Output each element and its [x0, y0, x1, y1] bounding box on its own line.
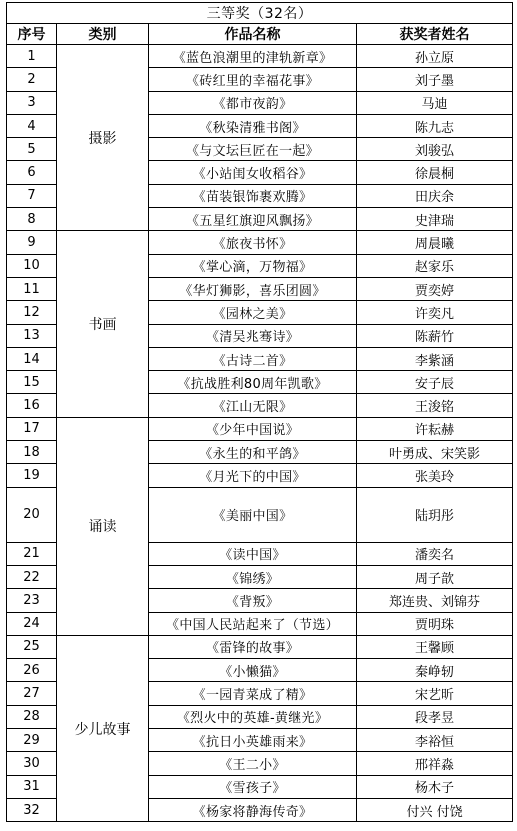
row-number: 2 — [7, 68, 57, 91]
work-title: 《五星红旗迎风飘扬》 — [149, 208, 357, 231]
work-title: 《小懒猫》 — [149, 659, 357, 682]
work-title: 《抗日小英雄雨来》 — [149, 729, 357, 752]
table-row — [7, 635, 513, 658]
work-title: 《美丽中国》 — [149, 487, 357, 542]
work-title: 《杨家将静海传奇》 — [149, 798, 357, 821]
table-row — [7, 231, 513, 254]
row-number: 26 — [7, 659, 57, 682]
winner-name: 陈九志 — [357, 114, 513, 137]
work-title: 《蓝色浪潮里的津轨新章》 — [149, 45, 357, 68]
header-work: 作品名称 — [149, 24, 357, 45]
work-title: 《永生的和平鸽》 — [149, 441, 357, 464]
row-number: 16 — [7, 394, 57, 417]
winner-name: 史津瑞 — [357, 208, 513, 231]
work-title: 《苗装银饰裹欢腾》 — [149, 184, 357, 207]
winner-name: 陆玥彤 — [357, 487, 513, 542]
category-cell: 少儿故事 — [57, 635, 149, 821]
winner-name: 付兴 付饶 — [357, 798, 513, 821]
winner-name: 李裕恒 — [357, 729, 513, 752]
work-title: 《园林之美》 — [149, 301, 357, 324]
work-title: 《少年中国说》 — [149, 417, 357, 440]
winner-name: 陈薪竹 — [357, 324, 513, 347]
winner-name: 贾奕婷 — [357, 277, 513, 300]
winner-name: 安子辰 — [357, 371, 513, 394]
winner-name: 马迪 — [357, 91, 513, 114]
winner-name: 周子歆 — [357, 565, 513, 588]
row-number: 6 — [7, 161, 57, 184]
winner-name: 刘子墨 — [357, 68, 513, 91]
row-number: 17 — [7, 417, 57, 440]
work-title: 《华灯狮影，喜乐团圆》 — [149, 277, 357, 300]
work-title: 《秋染清雅书阁》 — [149, 114, 357, 137]
work-title: 《掌心滴，万物福》 — [149, 254, 357, 277]
row-number: 13 — [7, 324, 57, 347]
category-cell: 摄影 — [57, 45, 149, 231]
table-row — [7, 417, 513, 440]
winner-name: 叶勇成、宋笑影 — [357, 441, 513, 464]
row-number: 30 — [7, 752, 57, 775]
row-number: 31 — [7, 775, 57, 798]
winner-name: 段孝昱 — [357, 705, 513, 728]
work-title: 《背叛》 — [149, 589, 357, 612]
row-number: 15 — [7, 371, 57, 394]
work-title: 《抗战胜利80周年凯歌》 — [149, 371, 357, 394]
header-no: 序号 — [7, 24, 57, 45]
header-winner: 获奖者姓名 — [357, 24, 513, 45]
table-title: 三等奖（32名） — [7, 3, 513, 24]
winner-name: 周晨曦 — [357, 231, 513, 254]
winner-name: 王馨顾 — [357, 635, 513, 658]
work-title: 《与文坛巨匠在一起》 — [149, 138, 357, 161]
row-number: 7 — [7, 184, 57, 207]
winner-name: 秦峥轫 — [357, 659, 513, 682]
work-title: 《中国人民站起来了（节选） — [149, 612, 357, 635]
winner-name: 徐晨桐 — [357, 161, 513, 184]
header-category: 类别 — [57, 24, 149, 45]
row-number: 24 — [7, 612, 57, 635]
table-body — [7, 45, 513, 822]
winner-name: 孙立原 — [357, 45, 513, 68]
row-number: 5 — [7, 138, 57, 161]
row-number: 29 — [7, 729, 57, 752]
work-title: 《江山无限》 — [149, 394, 357, 417]
work-title: 《锦绣》 — [149, 565, 357, 588]
winner-name: 宋艺昕 — [357, 682, 513, 705]
work-title: 《小站闺女收稻谷》 — [149, 161, 357, 184]
winner-name: 赵家乐 — [357, 254, 513, 277]
row-number: 14 — [7, 347, 57, 370]
work-title: 《都市夜韵》 — [149, 91, 357, 114]
winner-name: 郑连贵、刘锦芬 — [357, 589, 513, 612]
row-number: 11 — [7, 277, 57, 300]
work-title: 《雪孩子》 — [149, 775, 357, 798]
winner-name: 潘奕名 — [357, 542, 513, 565]
row-number: 28 — [7, 705, 57, 728]
row-number: 22 — [7, 565, 57, 588]
work-title: 《一园青菜成了精》 — [149, 682, 357, 705]
work-title: 《王二小》 — [149, 752, 357, 775]
row-number: 10 — [7, 254, 57, 277]
winner-name: 李紫涵 — [357, 347, 513, 370]
winner-name: 邢祥淼 — [357, 752, 513, 775]
awards-table — [6, 2, 513, 822]
winner-name: 许奕凡 — [357, 301, 513, 324]
row-number: 1 — [7, 45, 57, 68]
winner-name: 刘骏弘 — [357, 138, 513, 161]
category-cell: 诵读 — [57, 417, 149, 635]
row-number: 12 — [7, 301, 57, 324]
work-title: 《读中国》 — [149, 542, 357, 565]
winner-name: 许耘赫 — [357, 417, 513, 440]
work-title: 《古诗二首》 — [149, 347, 357, 370]
work-title: 《旅夜书怀》 — [149, 231, 357, 254]
row-number: 19 — [7, 464, 57, 487]
table-row — [7, 45, 513, 68]
row-number: 3 — [7, 91, 57, 114]
row-number: 18 — [7, 441, 57, 464]
work-title: 《雷锋的故事》 — [149, 635, 357, 658]
row-number: 32 — [7, 798, 57, 821]
row-number: 9 — [7, 231, 57, 254]
winner-name: 田庆余 — [357, 184, 513, 207]
winner-name: 张美玲 — [357, 464, 513, 487]
winner-name: 王浚铭 — [357, 394, 513, 417]
row-number: 4 — [7, 114, 57, 137]
work-title: 《清吴兆骞诗》 — [149, 324, 357, 347]
category-cell: 书画 — [57, 231, 149, 417]
work-title: 《砖红里的幸福花事》 — [149, 68, 357, 91]
work-title: 《烈火中的英雄-黄继光》 — [149, 705, 357, 728]
row-number: 23 — [7, 589, 57, 612]
row-number: 20 — [7, 487, 57, 542]
row-number: 25 — [7, 635, 57, 658]
row-number: 21 — [7, 542, 57, 565]
work-title: 《月光下的中国》 — [149, 464, 357, 487]
row-number: 27 — [7, 682, 57, 705]
winner-name: 杨木子 — [357, 775, 513, 798]
winner-name: 贾明珠 — [357, 612, 513, 635]
row-number: 8 — [7, 208, 57, 231]
